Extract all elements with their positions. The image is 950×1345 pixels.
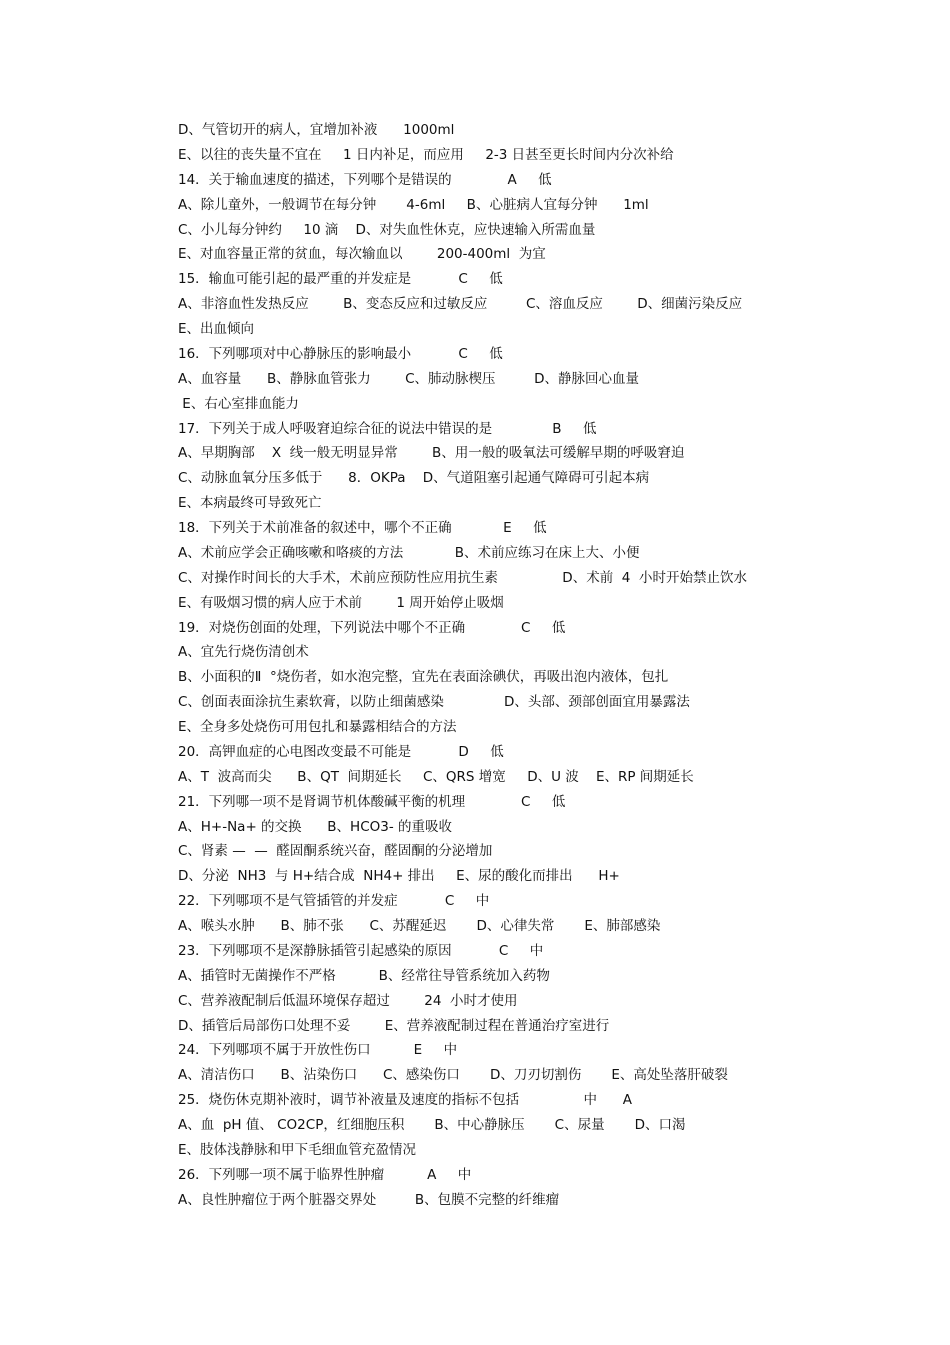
question-25-line: 25．烧伤休克期补液时，调节补液量及速度的指标不包括 中 A (178, 1092, 633, 1109)
text-line: C、小儿每分钟约 10 滴 D、对失血性休克，应快速输入所需血量 (178, 221, 596, 238)
text-line: E、有吸烟习惯的病人应于术前 1 周开始停止吸烟 (178, 594, 504, 611)
text-line: D、气管切开的病人，宜增加补液 1000ml (178, 122, 455, 138)
question-24-line: 24．下列哪项不属于开放性伤口 E 中 (178, 1042, 458, 1059)
text-line: B、小面积的Ⅱ °烧伤者，如水泡完整，宜先在表面涂碘伏，再吸出泡内液体，包扎 (178, 669, 669, 686)
text-line: A、T 波高而尖 B、QT 间期延长 C、QRS 增宽 D、U 波 E、RP 间期延长 (178, 768, 694, 785)
question-19-line: 19．对烧伤创面的处理，下列说法中哪个不正确 C 低 (178, 619, 566, 636)
text-line: A、H+-Na+ 的交换 B、HCO3- 的重吸收 (178, 818, 453, 835)
text-line: D、分泌 NH3 与 H+结合成 NH4+ 排出 E、尿的酸化而排出 H+ (178, 868, 620, 885)
text-line: D、插管后局部伤口处理不妥 E、营养液配制过程在普通治疗室进行 (178, 1017, 610, 1034)
text-line: A、宜先行烧伤清创术 (178, 644, 309, 661)
text-line: C、动脉血氧分压多低于 8．OKPa D、气道阻塞引起通气障碍可引起本病 (178, 470, 650, 487)
question-text-body (178, 118, 878, 1213)
text-line: A、术前应学会正确咳嗽和咯痰的方法 B、术前应练习在床上大、小便 (178, 544, 640, 561)
question-16-line: 16．下列哪项对中心静脉压的影响最小 C 低 (178, 345, 503, 362)
text-line: A、插管时无菌操作不严格 B、经常往导管系统加入药物 (178, 967, 550, 984)
text-line: A、喉头水肿 B、肺不张 C、苏醒延迟 D、心律失常 E、肺部感染 (178, 918, 661, 934)
text-line: A、早期胸部 X 线一般无明显异常 B、用一般的吸氧法可缓解早期的呼吸窘迫 (178, 445, 685, 462)
text-line: C、对操作时间长的大手术，术前应预防性应用抗生素 D、术前 4 小时开始禁止饮水 (178, 569, 747, 586)
text-line: C、肾素 — — 醛固酮系统兴奋，醛固酮的分泌增加 (178, 843, 493, 860)
text-line: E、以往的丧失量不宜在 1 日内补足，而应用 2-3 日甚至更长时间内分次补给 (178, 146, 674, 163)
text-line: E、本病最终可导致死亡 (178, 495, 322, 512)
text-line: A、除儿童外，一般调节在每分钟 4-6ml B、心脏病人宜每分钟 1ml (178, 196, 649, 213)
text-line: E、肢体浅静脉和甲下毛细血管充盈情况 (178, 1141, 417, 1158)
question-26-line: 26．下列哪一项不属于临界性肿瘤 A 中 (178, 1166, 472, 1183)
text-line: E、出血倾向 (178, 321, 255, 337)
question-22-line: 22．下列哪项不是气管插管的并发症 C 中 (178, 893, 490, 910)
text-line: A、非溶血性发热反应 B、变态反应和过敏反应 C、溶血反应 D、细菌污染反应 (178, 296, 743, 313)
text-line: A、血容量 B、静脉血管张力 C、肺动脉楔压 D、静脉回心血量 (178, 370, 640, 387)
question-14-line: 14．关于输血速度的描述，下列哪个是错误的 A 低 (178, 171, 552, 188)
text-line: A、血 pH 值、 CO2CP，红细胞压积 B、中心静脉压 C、尿量 D、口渴 (178, 1117, 686, 1133)
question-20-line: 20．高钾血症的心电图改变最不可能是 D 低 (178, 743, 504, 760)
question-18-line: 18．下列关于术前准备的叙述中，哪个不正确 E 低 (178, 520, 547, 536)
text-line: A、良性肿瘤位于两个脏器交界处 B、包膜不完整的纤维瘤 (178, 1191, 560, 1208)
question-23-line: 23．下列哪项不是深静脉插管引起感染的原因 C 中 (178, 942, 544, 959)
text-line: C、营养液配制后低温环境保存超过 24 小时才使用 (178, 992, 518, 1009)
question-15-line: 15．输血可能引起的最严重的并发症是 C 低 (178, 271, 503, 288)
question-21-line: 21．下列哪一项不是肾调节机体酸碱平衡的机理 C 低 (178, 793, 566, 810)
text-line: C、创面表面涂抗生素软膏，以防止细菌感染 D、头部、颈部创面宜用暴露法 (178, 694, 690, 711)
question-17-line: 17．下列关于成人呼吸窘迫综合征的说法中错误的是 B 低 (178, 420, 597, 437)
text-line: E、对血容量正常的贫血，每次输血以 200-400ml 为宜 (178, 246, 546, 263)
text-line: E、右心室排血能力 (178, 395, 299, 412)
text-line: E、全身多处烧伤可用包扎和暴露相结合的方法 (178, 719, 457, 735)
text-line: A、清洁伤口 B、沾染伤口 C、感染伤口 D、刀刃切割伤 E、高处坠落肝破裂 (178, 1067, 728, 1084)
